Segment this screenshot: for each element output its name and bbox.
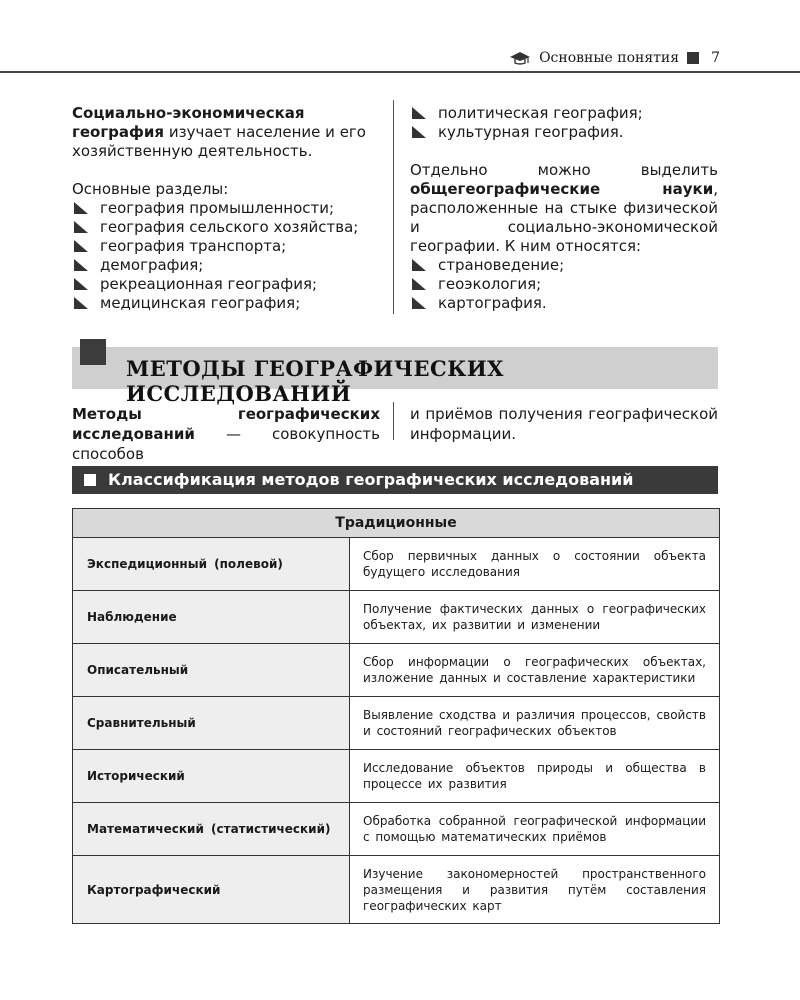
term-socio-economic-definition: изучает население и его хозяйственную деятельность. [72,123,366,160]
sections-label: Основные разделы: [72,180,229,198]
graduation-cap-icon [509,51,531,65]
list-item: культурная география. [410,123,718,142]
method-description: Получение фактических данных о географических объектах, их развитии и изменении [363,602,706,632]
triangle-bullet-icon [412,297,426,309]
method-name: Наблюдение [73,591,350,643]
methods-table [72,508,720,924]
method-description: Сбор первичных данных о состоянии объекта будущего исследования [363,549,706,579]
triangle-bullet-icon [74,297,88,309]
list-item: демография; [72,256,366,275]
square-marker-icon [80,339,106,365]
list-item: медицинская география; [72,294,366,313]
table-row [73,644,719,697]
general-sciences-list [410,256,718,313]
subheading-bar [72,466,718,494]
term-general-geographic: общегеографические науки [410,180,714,198]
triangle-bullet-icon [74,278,88,290]
table-row [73,538,719,591]
column-divider [393,402,394,440]
triangle-bullet-icon [74,202,88,214]
table-header: Традиционные [73,509,719,538]
method-name: Математический (статистический) [73,803,350,855]
section-banner [72,347,718,406]
list-item: география транспорта; [72,237,366,256]
running-header [0,44,800,72]
table-row [73,856,719,923]
method-name: Сравнительный [73,697,350,749]
general-sciences-paragraph: Отдельно можно выделить общегеографические науки, расположенные на стыке физической и социально-экономической географии. К ним относятся: [410,161,718,255]
table-row [73,591,719,644]
methods-definition-right: и приёмов получения географической информации. [410,405,718,443]
intro-left-column [72,104,366,313]
method-description: Выявление сходства и различия процессов, свойств и состояний географических объектов [363,708,706,738]
method-description: Сбор информации о географических объектах, изложение данных и составление характеристики [363,655,706,685]
list-item: геоэкология; [410,275,718,294]
list-item: картография. [410,294,718,313]
table-row [73,803,719,856]
table-row [73,750,719,803]
intro-right-column [410,104,718,313]
triangle-bullet-icon [74,259,88,271]
section-title: МЕТОДЫ ГЕОГРАФИЧЕСКИХ ИССЛЕДОВАНИЙ [126,356,504,406]
method-description: Изучение закономерностей пространственного размещения и развития путём составления географических карт [363,866,706,913]
page-number: 7 [711,50,720,66]
method-name: Описательный [73,644,350,696]
header-rule [0,71,800,73]
running-header-section: Основные понятия [539,50,680,66]
list-item: география сельского хозяйства; [72,218,366,237]
method-name: Картографический [73,856,350,923]
sections-list-continued [410,104,718,142]
method-description: Обработка собранной географической информации с помощью математических приёмов [363,814,706,844]
intro-definition [72,104,366,161]
square-bullet-icon [84,474,96,486]
term-socio-economic: Социально-экономическая география [72,104,305,141]
sections-list [72,199,366,313]
triangle-bullet-icon [412,126,426,138]
list-item: география промышленности; [72,199,366,218]
list-item: рекреационная география; [72,275,366,294]
triangle-bullet-icon [74,240,88,252]
triangle-bullet-icon [412,259,426,271]
triangle-bullet-icon [412,278,426,290]
list-item: страноведение; [410,256,718,275]
triangle-bullet-icon [74,221,88,233]
term-methods: Методы географических исследований [72,405,380,443]
table-row [73,697,719,750]
triangle-bullet-icon [412,107,426,119]
method-name: Исторический [73,750,350,802]
methods-definition-left: Методы географических исследований — совокупность способов [72,405,380,463]
subheading: Классификация методов географических исследований [108,470,634,489]
running-header-right [509,50,720,66]
method-name: Экспедиционный (полевой) [73,538,350,590]
column-divider [393,100,394,314]
method-description: Исследование объектов природы и общества в процессе их развития [363,761,706,791]
list-item: политическая география; [410,104,718,123]
square-bullet-icon [687,52,699,64]
